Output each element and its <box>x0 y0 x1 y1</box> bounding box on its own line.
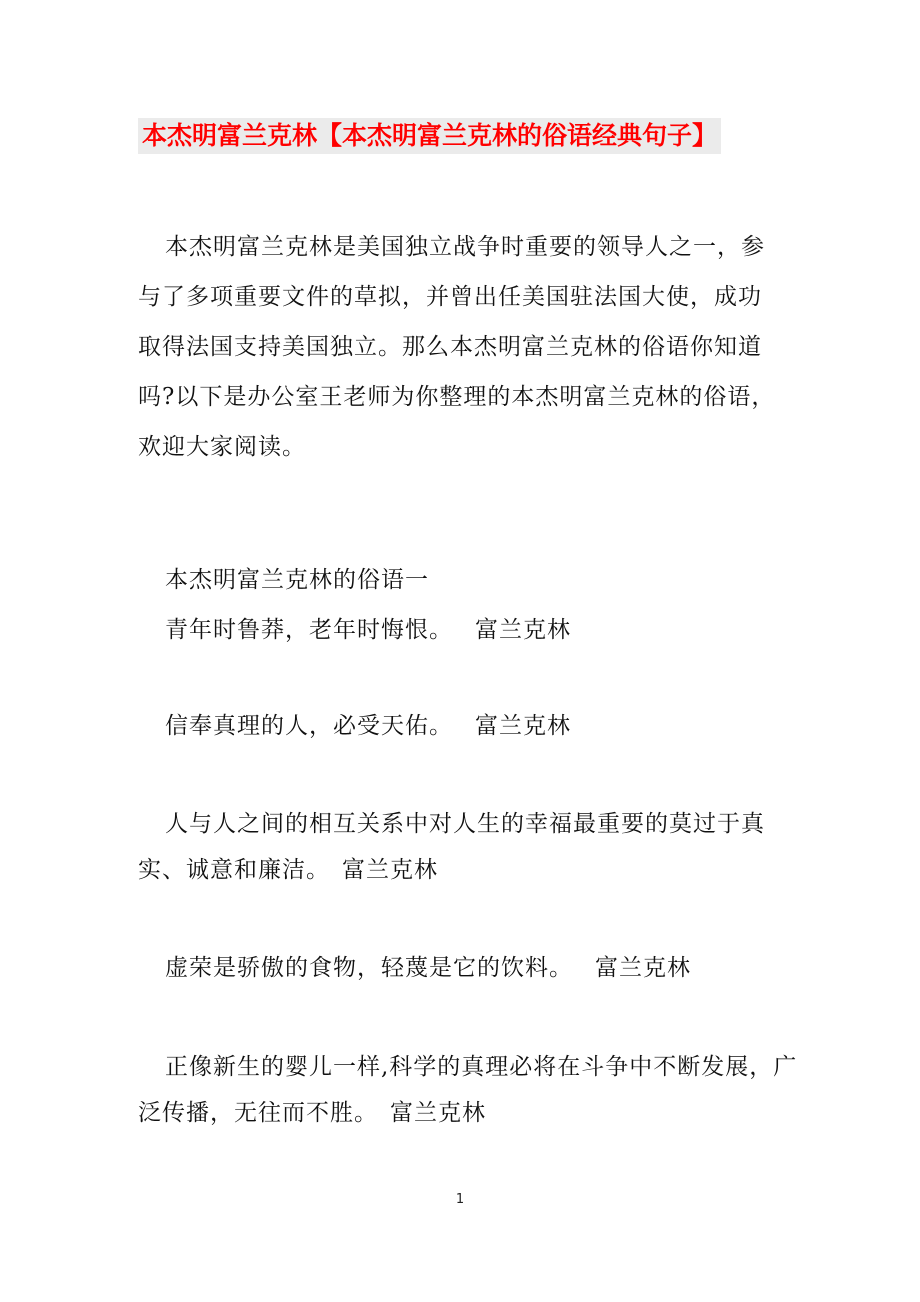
quote-text: 人与人之间的相互关系中对人生的幸福最重要的莫过于真实、诚意和廉洁。 <box>138 811 765 883</box>
section-heading: 本杰明富兰克林的俗语一 <box>165 567 429 593</box>
quote-text: 青年时鲁莽，老年时悔恨。 <box>165 617 453 643</box>
quote-author: 富兰克林 <box>475 617 571 643</box>
quote-text: 信奉真理的人，必受天佑。 <box>165 713 453 739</box>
quote-author: 富兰克林 <box>390 1100 486 1126</box>
quote-item <box>138 1044 798 1136</box>
intro-text: 本杰明富兰克林是美国独立战争时重要的领导人之一，参与了多项重要文件的草拟，并曾出任美国驻法国大使，成功取得法国支持美国独立。那么本杰明富兰克林的俗语你知道吗?以下是办公室王老师为你整理的本杰明富兰克林的俗语，欢迎大家阅读。 <box>138 234 776 460</box>
quote-author: 富兰克林 <box>595 955 691 981</box>
document-title: 本杰明富兰克林【本杰明富兰克林的俗语经典句子】 <box>138 118 721 154</box>
quote-item <box>165 610 571 650</box>
quote-item <box>165 706 571 746</box>
quote-text: 虚荣是骄傲的食物，轻蔑是它的饮料。 <box>165 955 573 981</box>
page-number: 1 <box>455 1192 465 1207</box>
intro-paragraph <box>138 222 782 472</box>
quote-author: 富兰克林 <box>342 857 438 883</box>
quote-item <box>138 801 798 893</box>
quote-author: 富兰克林 <box>475 713 571 739</box>
quote-item <box>165 948 691 988</box>
quote-text: 正像新生的婴儿一样,科学的真理必将在斗争中不断发展，广泛传播，无往而不胜。 <box>138 1054 798 1126</box>
